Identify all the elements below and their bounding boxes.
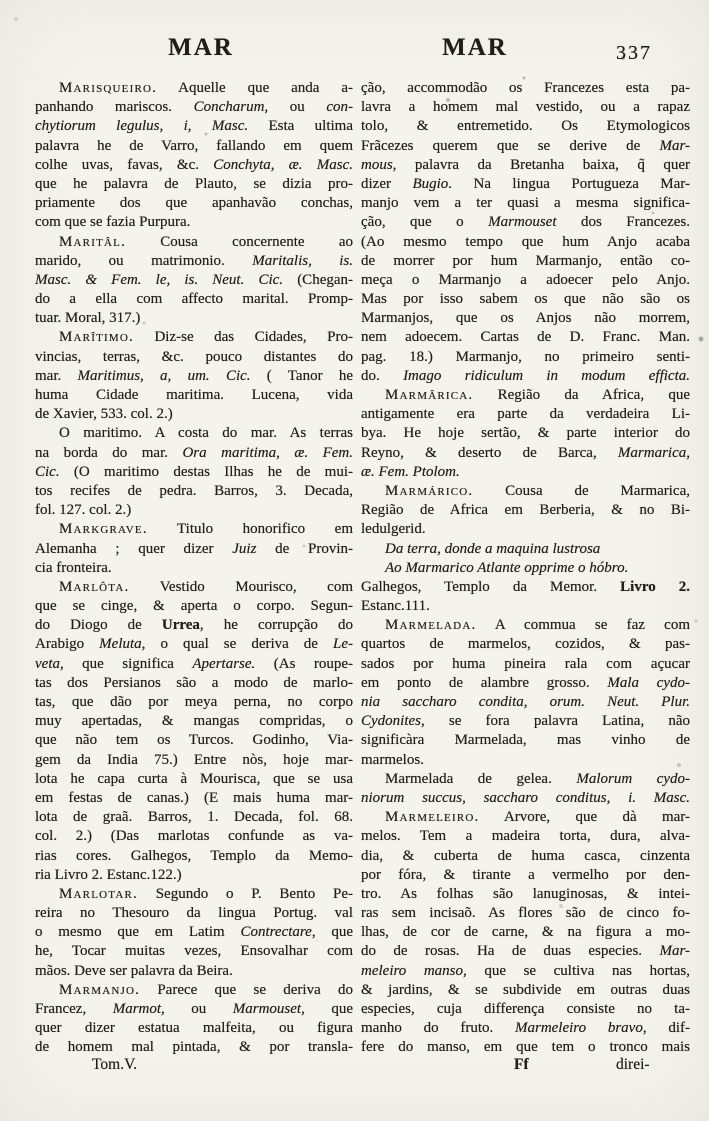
text-segment: veta: [35, 655, 60, 672]
text-segment: Mas por isso sabem os que não são os: [361, 291, 690, 308]
text-segment: nia saccharo condita, orum. Neut. Plur.: [361, 694, 690, 710]
text-segment: vincias, terras, &c. pouco distantes do: [35, 348, 353, 365]
text-line: [35, 367, 353, 386]
running-title-right: MAR: [442, 34, 508, 61]
text-line: [35, 751, 353, 770]
text-segment: em ponto de alambre grosso.: [361, 674, 608, 691]
text-line: [361, 444, 690, 463]
text-line: [361, 847, 690, 866]
text-line: [35, 674, 353, 693]
text-line: [35, 1000, 353, 1019]
text-segment: niorum succus, saccharo conditus, i. Masc.: [361, 789, 690, 806]
text-line: [361, 213, 690, 232]
text-segment: Ao Marmarico Atlante opprime o hóbro.: [385, 559, 629, 576]
text-segment: priamente dos que apanhavão conchas,: [35, 195, 353, 212]
text-segment: Urrea: [161, 617, 200, 634]
text-line: [35, 789, 353, 808]
text-segment: Estanc.111.: [361, 598, 430, 615]
text-segment: Alemanha ; quer dizer: [35, 540, 233, 557]
text-line: [35, 175, 353, 194]
text-line: [35, 348, 353, 367]
entry-headword: Marmanjo.: [59, 981, 141, 998]
text-segment: que não tem os Turcos. Godinho, Via-: [35, 732, 353, 749]
text-line: [35, 731, 353, 750]
text-line: [361, 137, 690, 156]
text-line: [361, 751, 690, 770]
text-line: [35, 482, 353, 501]
text-line: [361, 117, 690, 136]
text-segment: Malorum cydo-: [576, 770, 690, 787]
text-segment: mar.: [35, 367, 78, 384]
text-line: [361, 616, 690, 635]
text-line: [361, 1038, 690, 1057]
text-segment: A commua se faz com: [476, 617, 690, 634]
text-line: [35, 463, 353, 482]
entry-headword: Marmárico.: [385, 482, 474, 499]
text-segment: Maritalis, is.: [252, 252, 353, 269]
text-segment: Concharum: [193, 99, 265, 116]
text-line: [35, 1019, 353, 1038]
entry-headword: Marlôta.: [59, 578, 130, 595]
text-segment: colhe uvas, favas, &c.: [35, 156, 214, 173]
text-line: [361, 424, 690, 443]
text-line: [361, 98, 690, 117]
text-line: [35, 233, 353, 252]
text-line: [361, 904, 690, 923]
text-segment: Marmouset: [488, 214, 557, 231]
text-segment: do Diogo de: [35, 617, 162, 634]
text-segment: tas dos Persianos são a modo de marlo-: [35, 674, 353, 691]
text-segment: Ora maritima, æ. Fem.: [182, 444, 353, 461]
text-segment: Marmot: [112, 1001, 162, 1017]
text-segment: lhas, de cor de carne, & na figura a mo-: [361, 924, 690, 941]
text-line: [35, 444, 353, 463]
text-line: [35, 213, 353, 232]
text-line: [361, 233, 690, 252]
text-segment: , o qual se deriva de: [141, 636, 333, 653]
text-segment: Masc. & Fem. le, is. Neut. Cic.: [35, 271, 284, 288]
text-line: [35, 156, 353, 175]
text-line: [361, 309, 690, 328]
text-segment: Marmeleiro bravo: [514, 1020, 643, 1037]
text-segment: O maritimo. A costa do mar. As terras: [59, 425, 353, 442]
text-segment: Marmanjos, que os Anjos não morrem,: [361, 310, 690, 327]
text-segment: æ. Fem. Ptolom.: [361, 463, 460, 480]
text-segment: de Xavier, 533. col. 2.): [35, 406, 173, 423]
text-segment: manjo vem a ter quasi a mesma significa-: [361, 195, 690, 212]
text-segment: melos. Tem a madeira torta, dura, alva-: [361, 828, 690, 845]
text-line: [35, 578, 353, 597]
text-segment: , dif-: [642, 1020, 690, 1037]
text-line: [361, 635, 690, 654]
text-line: [361, 674, 690, 693]
text-line: [35, 827, 353, 846]
text-segment: marido, ou matrimonio.: [35, 252, 253, 269]
text-segment: & jardins, & se subdivide em outras duas: [361, 981, 690, 998]
text-segment: Região de Africa em Berberia, & no Bi-: [361, 502, 690, 519]
text-line: [361, 463, 690, 482]
text-segment: . Na lingua Portugueza Mar-: [448, 175, 690, 192]
text-segment: fere do manso, em que tem o tronco mais: [361, 1039, 690, 1056]
text-line: [35, 693, 353, 712]
text-line: [35, 501, 353, 520]
text-segment: Aquelle que anda a-: [157, 80, 353, 96]
text-line: [35, 904, 353, 923]
text-line: [361, 405, 690, 424]
text-line: [361, 962, 690, 981]
text-segment: nem adoecem. Cartas de D. Franc. Man.: [361, 329, 690, 346]
text-segment: antigamente era parte da verdadeira Li-: [361, 406, 690, 423]
text-segment: ledulgerid.: [361, 521, 426, 538]
text-line: [35, 252, 353, 271]
text-segment: dizer: [361, 175, 413, 192]
text-line: [361, 271, 690, 290]
text-line: [361, 386, 690, 405]
text-line: [361, 655, 690, 674]
text-segment: do a ella com affecto marital. Promp-: [35, 291, 353, 308]
text-segment: especies, cuja differença consiste no ta-: [361, 1001, 690, 1017]
text-segment: Da terra, donde a maquina lustrosa: [385, 540, 601, 557]
text-segment: o mesmo que em Latim: [35, 924, 241, 941]
text-line: [35, 655, 353, 674]
text-segment: Mala cydo-: [607, 674, 690, 691]
text-segment: marmelos.: [361, 751, 424, 768]
text-segment: con-: [326, 99, 353, 116]
text-segment: , he corrupção do: [199, 617, 353, 634]
text-segment: Francez,: [35, 1001, 113, 1017]
text-segment: ( Tanor he: [250, 367, 353, 384]
text-line: [35, 424, 353, 443]
quire-signature: Ff: [514, 1056, 529, 1073]
text-segment: de morrer por hum Marmanjo, então co-: [361, 252, 690, 269]
text-line: [35, 885, 353, 904]
text-line: [35, 616, 353, 635]
text-segment: Titulo honorifico em: [147, 521, 353, 538]
text-line: [35, 981, 353, 1000]
text-segment: meça o Marmanjo a adoecer pelo Anjo.: [361, 271, 690, 288]
text-segment: em festas de canas.) (E mais huma mar-: [35, 789, 353, 806]
text-line: [35, 137, 353, 156]
text-line: [361, 290, 690, 309]
text-segment: meleiro manso: [361, 962, 464, 979]
text-line: [35, 866, 353, 885]
text-segment: muy apertadas, & mangas compridas, o: [35, 713, 353, 730]
text-segment: , que: [301, 1001, 353, 1017]
text-line: [361, 923, 690, 942]
volume-signature: Tom.V.: [92, 1056, 138, 1073]
text-segment: Cousa concernente ao: [126, 233, 353, 250]
text-segment: tuar. Moral, 317.): [35, 310, 141, 327]
text-line: [361, 348, 690, 367]
text-segment: Bugio: [412, 175, 449, 192]
text-line: [361, 367, 690, 386]
text-line: [35, 923, 353, 942]
text-line: [361, 578, 690, 597]
scan-noise: [0, 0, 2, 2]
right-text-column: [361, 79, 690, 1058]
text-segment: Contrectare: [240, 924, 312, 941]
text-segment: Cousa de Marmarica,: [473, 482, 690, 499]
text-line: [35, 712, 353, 731]
text-line: [35, 98, 353, 117]
text-line: [35, 79, 353, 98]
running-title-left: MAR: [168, 34, 234, 61]
text-segment: Livro 2.: [620, 578, 690, 595]
text-line: [35, 770, 353, 789]
text-segment: Maritimus, a, um. Cic.: [77, 367, 251, 384]
text-segment: na borda do mar.: [35, 444, 183, 461]
text-line: [35, 597, 353, 616]
text-segment: Juiz: [232, 540, 257, 557]
text-segment: (O maritimo destas Ilhas he de mui-: [59, 463, 353, 480]
text-line: [361, 942, 690, 961]
text-line: [361, 328, 690, 347]
text-segment: cia fronteira.: [35, 559, 112, 576]
text-segment: Le-: [333, 636, 353, 653]
text-segment: (As roupe-: [255, 655, 353, 672]
text-line: [35, 309, 353, 328]
text-line: [361, 866, 690, 885]
text-segment: Marmarica,: [617, 444, 690, 461]
text-segment: Frãcezes querem que se derive de: [361, 137, 660, 154]
text-segment: Região da Africa, que: [473, 387, 690, 403]
text-segment: bya. He hoje sertão, & parte interior do: [361, 425, 690, 442]
text-segment: quartos de marmelos, cozidos, & pas-: [361, 636, 690, 653]
text-line: [361, 712, 690, 731]
text-segment: tas, que dão por meya perna, no corpo: [35, 694, 353, 710]
text-segment: huma Cidade maritima. Lucena, vida: [35, 387, 353, 403]
text-segment: dia, & cuberta de huma casca, cinzenta: [361, 847, 690, 864]
text-segment: Parece que se deriva do: [140, 981, 353, 998]
text-line: [35, 540, 353, 559]
page-number: 337: [616, 42, 652, 64]
text-segment: mous: [361, 156, 393, 173]
text-segment: que se cinge, & aperta o corpo. Segun-: [35, 598, 353, 615]
text-segment: ção, accommodão os Francezes esta pa-: [361, 80, 690, 96]
text-line: [361, 789, 690, 808]
entry-headword: Maritâl.: [59, 233, 127, 250]
entry-headword: Marmeleiro.: [385, 809, 480, 826]
text-line: [361, 1000, 690, 1019]
text-line: [361, 252, 690, 271]
text-segment: ras sem incisaõ. As flores são de cinco fo-: [361, 905, 690, 922]
text-line: [361, 501, 690, 520]
text-segment: Imago ridiculum in modum efficta.: [403, 367, 690, 384]
text-segment: Diz-se das Cidades, Pro-: [133, 329, 353, 346]
text-segment: tro. As folhas são lanuginosas, & intei-: [361, 885, 690, 902]
text-segment: tos recifes de pedra. Barros, 3. Decada,: [35, 482, 353, 499]
catchword: direi-: [616, 1056, 650, 1073]
text-line: [35, 386, 353, 405]
text-line: [361, 559, 690, 578]
text-segment: Apertarse.: [192, 655, 256, 672]
text-line: [35, 405, 353, 424]
text-segment: lota he capa curta à Mourisca, que se usa: [35, 770, 353, 787]
text-segment: gem da India 75.) Entre nòs, hoje mar-: [35, 751, 353, 768]
text-segment: quer dizer estatua malfeita, ou figura: [35, 1020, 353, 1037]
text-segment: pag. 18.) Marmanjo, no primeiro senti-: [361, 348, 690, 365]
text-segment: com que se fazia Purpura.: [35, 214, 191, 231]
text-segment: significàra Marmelada, mas vinho de: [361, 732, 690, 749]
text-segment: Meluta: [99, 636, 142, 653]
text-segment: Arabigo: [35, 636, 100, 653]
text-segment: manho do fruto.: [361, 1020, 515, 1037]
text-segment: que he palavra de Plauto, se dizia pro-: [35, 175, 353, 192]
text-segment: de Provin-: [256, 540, 353, 557]
text-segment: reira no Thesouro da lingua Portug. val: [35, 905, 353, 922]
text-line: [361, 597, 690, 616]
text-line: [361, 981, 690, 1000]
text-segment: por fóra, & tirante a vermelho por den-: [361, 866, 690, 883]
text-segment: Cydonites: [361, 713, 421, 730]
text-segment: , que significa: [59, 655, 193, 672]
text-segment: , se fora palavra Latina, não: [421, 713, 690, 730]
text-line: [361, 770, 690, 789]
text-line: [361, 540, 690, 559]
text-line: [361, 79, 690, 98]
text-line: [35, 942, 353, 961]
text-segment: lota de graã. Barros, 1. Decada, fol. 68.: [35, 809, 353, 826]
text-line: [35, 847, 353, 866]
text-segment: Segundo o P. Bento Pe-: [137, 885, 353, 902]
text-segment: Mar-: [659, 137, 690, 154]
text-line: [361, 194, 690, 213]
text-segment: Arvore, que dà mar-: [479, 809, 690, 826]
text-line: [361, 885, 690, 904]
text-segment: col. 2.) (Das marlotas confunde as va-: [35, 828, 353, 845]
text-segment: chytiorum legulus, i, Masc.: [35, 118, 249, 135]
text-segment: dos Francezes.: [556, 214, 690, 231]
text-segment: ria Livro 2. Estanc.122.): [35, 866, 182, 883]
text-segment: he, Tocar muitas vezes, Ensovalhar com: [35, 943, 353, 960]
text-segment: Esta ultima: [248, 118, 353, 135]
text-line: [35, 520, 353, 539]
text-segment: Galhegos, Templo da Memor.: [361, 578, 621, 595]
text-segment: , que se cultiva nas hortas,: [463, 962, 690, 979]
text-segment: , palavra da Bretanha baixa, q̃ quer: [392, 156, 690, 173]
text-segment: (Chegan-: [283, 271, 353, 288]
text-segment: , ou: [161, 1001, 233, 1017]
text-line: [35, 808, 353, 827]
text-segment: Marmelada de gelea.: [385, 770, 577, 787]
text-segment: Vestido Mourisco, com: [129, 578, 353, 595]
entry-headword: Marlotar.: [59, 885, 138, 902]
text-line: [361, 731, 690, 750]
text-line: [35, 290, 353, 309]
text-line: [361, 808, 690, 827]
text-segment: tolo, & entremetido. Os Etymologicos: [361, 118, 690, 135]
text-segment: sados por huma pineira rala com açucar: [361, 655, 690, 672]
text-line: [35, 328, 353, 347]
text-line: [35, 271, 353, 290]
text-segment: Mar-: [659, 943, 690, 960]
left-text-column: [35, 79, 353, 1058]
text-segment: Marmouset: [232, 1001, 302, 1017]
entry-headword: Markgrave.: [59, 521, 148, 538]
text-segment: palavra he de Varro, fallando em quem: [35, 137, 353, 154]
text-segment: Reyno, & deserto de Barca,: [361, 444, 618, 461]
text-segment: fol. 127. col. 2.): [35, 502, 132, 519]
entry-headword: Marîtimo.: [59, 329, 134, 346]
text-segment: mãos. Deve ser palavra da Beira.: [35, 962, 233, 979]
text-segment: , ou: [264, 99, 327, 116]
entry-headword: Marisqueiro.: [59, 80, 158, 96]
text-line: [35, 635, 353, 654]
text-segment: lavra a homem mal vestido, ou a rapaz: [361, 99, 690, 116]
text-line: [35, 117, 353, 136]
text-segment: panhando mariscos.: [35, 99, 194, 116]
text-line: [361, 520, 690, 539]
text-segment: de homem mal pintada, & por transla-: [35, 1039, 353, 1056]
entry-headword: Marmârica.: [385, 387, 474, 403]
text-line: [361, 482, 690, 501]
text-segment: (Ao mesmo tempo que hum Anjo acaba: [361, 233, 690, 250]
text-line: [361, 175, 690, 194]
entry-headword: Marmelada.: [385, 617, 477, 634]
text-line: [361, 1019, 690, 1038]
text-segment: do.: [361, 367, 404, 384]
text-line: [361, 156, 690, 175]
text-line: [361, 693, 690, 712]
text-segment: Cic.: [35, 463, 60, 480]
text-line: [361, 827, 690, 846]
text-segment: ção, que o: [361, 214, 489, 231]
text-segment: rias cores. Galhegos, Templo da Memo-: [35, 847, 353, 864]
text-segment: Conchyta, æ. Masc.: [213, 156, 353, 173]
text-segment: do de rosas. Ha de duas especies.: [361, 943, 660, 960]
text-line: [35, 559, 353, 578]
text-line: [35, 1038, 353, 1057]
text-line: [35, 194, 353, 213]
text-segment: , que: [311, 924, 353, 941]
text-line: [35, 962, 353, 981]
